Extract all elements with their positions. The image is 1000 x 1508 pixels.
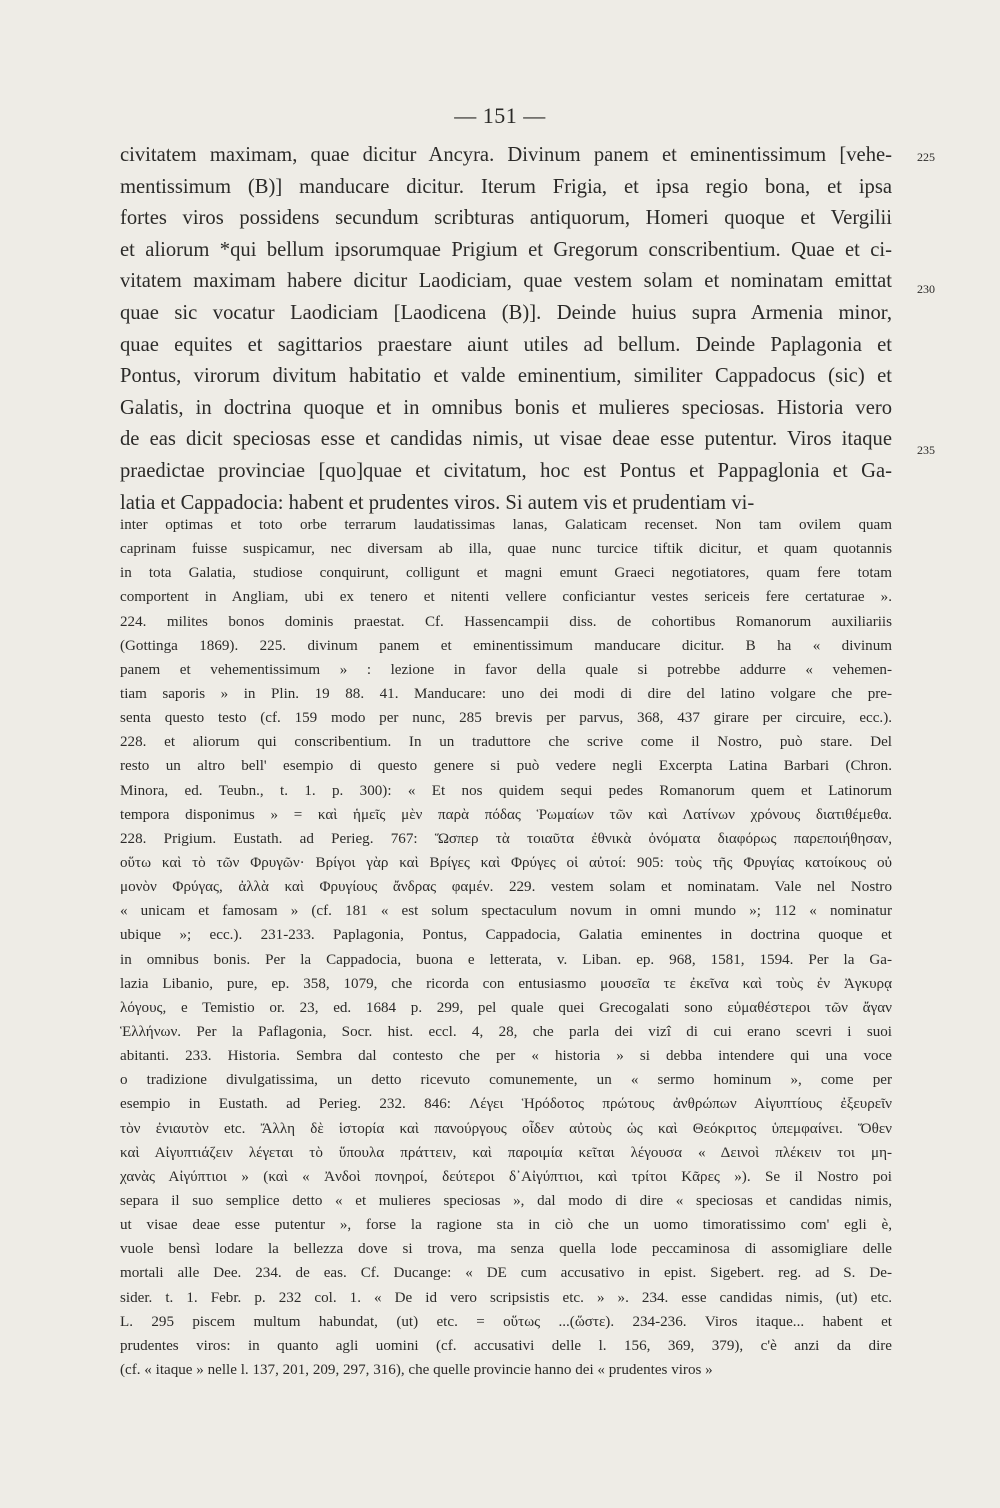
footnote-line: tempora disponimus » = καὶ ἡμεῖς μὲν παρὰ πόδας Ῥωμαίων τῶν καὶ Λατίνων χρόνους διατιθέμεθα. — [120, 806, 892, 823]
footnote-line: Ἑλλήνων. Per la Paflagonia, Socr. hist. eccl. 4, 28, che parla dei vizî di cui erano scevri i suoi — [120, 1023, 892, 1040]
footnote-line: vuole bensì lodare la bellezza dove si trova, ma senza quella lode peccaminosa di assomigliare delle — [120, 1241, 892, 1258]
footnote-line: 224. milites bonos dominis praestat. Cf. Hassencampii diss. de cohortibus Romanorum auxiliariis — [120, 613, 892, 630]
footnote-line: τὸν ἐνιαυτὸν etc. Ἄλλη δὲ ἱστορία καὶ πανούργους οἶδεν αὐτοὺς ὡς καὶ Θεόκριτος ὑπεμφαίνει. Ὅθεν — [120, 1120, 892, 1137]
main-text-line: latia et Cappadocia: habent et prudentes viros. Si autem vis et prudentiam vi- — [120, 491, 755, 514]
line-number-230: 230 — [917, 282, 935, 296]
footnotes-block — [120, 513, 892, 1382]
footnote-line: in tota Galatia, studiose conquirunt, colligunt et magni emunt Graeci negotiatores, quam fere totam — [120, 565, 892, 582]
footnote-line: (cf. « itaque » nelle l. 137, 201, 209, 297, 316), che quelle provincie hanno dei « prudentes viros » — [120, 1361, 713, 1378]
main-text-block — [120, 140, 892, 519]
footnote-line: ubique »; ecc.). 231-233. Paplagonia, Pontus, Cappadocia, Galatia eminentes in doctrina quoque et — [120, 927, 892, 944]
footnote-line: L. 295 piscem multum habundat, (ut) etc. = οὕτως ...(ὥστε). 234-236. Viros itaque... habent et — [120, 1313, 892, 1330]
footnote-line: abitanti. 233. Historia. Sembra dal contesto che per « historia » si debba intendere qui una voce — [120, 1048, 892, 1065]
footnote-line: ut visae deae esse putentur », forse la ragione sta in ciò che un uomo timoratissimo com' egli è, — [120, 1217, 892, 1234]
main-text-line: fortes viros possidens secundum scribturas antiquorum, Homeri quoque et Vergilii — [120, 207, 892, 230]
footnote-line: χανὰς Αἰγύπτιοι » (καὶ « Ἀνδοὶ πονηροί, δεύτεροι δ᾽Αἰγύπτιοι, καὶ τρίτοι Κᾶρες »). Se il Nostro poi — [120, 1168, 892, 1185]
footnote-line: panem et vehementissimum » : lezione in favor della quale si potrebbe addurre « vehemen- — [120, 661, 892, 678]
footnote-line: resto un altro bell' esempio di questo genere si può vedere negli Excerpta Latina Barbari (Chron. — [120, 758, 892, 775]
footnote-line: prudentes viros: in quanto agli uomini (cf. accusativi delle l. 156, 369, 379), c'è anzi da dire — [120, 1337, 892, 1354]
page-number: — 151 — — [454, 103, 546, 128]
main-text-line: quae equites et sagittarios praestare aiunt utiles ad bellum. Deinde Paplagonia et — [120, 333, 892, 356]
footnote-line: μονὸν Φρύγας, ἀλλὰ καὶ Φρυγίους ἄνδρας φαμέν. 229. vestem solam et nominatam. Vale nel Nostro — [120, 879, 892, 896]
line-number-235: 235 — [917, 443, 935, 457]
main-text-line: mentissimum (B)] manducare dicitur. Iterum Frigia, et ipsa regio bona, et ipsa — [120, 175, 892, 198]
footnote-line: mortali alle Dee. 234. de eas. Cf. Ducange: « DE cum accusativo in epist. Sigebert. reg. ad S. De- — [120, 1265, 892, 1282]
footnote-line: o tradizione divulgatissima, un detto ricevuto comunemente, un « sermo hominum », come per — [120, 1072, 892, 1089]
footnote-line: καὶ Αἰγυπτιάζειν λέγεται τὸ ὕπουλα πράττειν, καὶ παροιμία κεῖται λέγουσα « Δεινοὶ πλέκειν τοι μη- — [120, 1144, 892, 1161]
main-text-line: Pontus, virorum divitum habitatio et valde eminentium, similiter Cappadocus (sic) et — [120, 365, 892, 388]
main-text-line: Galatis, in doctrina quoque et in omnibus bonis et mulieres speciosas. Historia vero — [120, 396, 892, 419]
footnote-line: Minora, ed. Teubn., t. 1. p. 300): « Et nos quidem sequi pedes Romanorum quem et Latinorum — [120, 782, 892, 799]
footnote-line: inter optimas et toto orbe terrarum laudatissimas lanas, Galaticam recenset. Non tam ovilem quam — [120, 517, 892, 533]
footnote-line: (Gottinga 1869). 225. divinum panem et eminentissimum manducare dicitur. B ha « divinum — [120, 637, 892, 654]
footnote-line: οὕτω καὶ τὸ τῶν Φρυγῶν· Βρίγοι γὰρ καὶ Βρίγες καὶ Φρύγες οἱ αὐτοί: 905: τοὺς τῆς Φρυγίας κατοίκους οὐ — [120, 854, 892, 871]
footnote-line: separa il suo semplice detto « et mulieres speciosas », dal modo di dire « speciosas et candidas nimis, — [120, 1192, 892, 1209]
footnote-line: 228. Prigium. Eustath. ad Perieg. 767: Ὥσπερ τὰ τοιαῦτα ἐθνικὰ ὀνόματα διαφόρως παρεποιήθησαν, — [120, 830, 892, 847]
footnote-line: λόγους, e Temistio or. 23, ed. 1684 p. 299, pel quale quei Grecogalati sono εὐμαθέστεροι τῶν ἄγαν — [120, 999, 892, 1016]
main-text-line: et aliorum *qui bellum ipsorumquae Prigium et Gregorum conscribentium. Quae et ci- — [120, 238, 892, 261]
footnote-line: esempio in Eustath. ad Perieg. 232. 846: Λέγει Ἡρόδοτος πρώτους ἀνθρώπων Αἰγυπτίους ἐξευρεῖν — [120, 1096, 892, 1113]
main-text-line: civitatem maximam, quae dicitur Ancyra. Divinum panem et eminentissimum [vehe- — [120, 144, 892, 166]
footnote-line: caprinam fuisse suspicamur, nec diversam ab illa, quae nunc turcice tiftik dicitur, et quam quotannis — [120, 541, 892, 558]
main-text-line: de eas dicit speciosas esse et candidas nimis, ut visae deae esse putentur. Viros itaque — [120, 428, 892, 451]
main-text-line: vitatem maximam habere dicitur Laodiciam, quae vestem solam et nominatam emittat — [120, 270, 892, 293]
footnote-line: senta questo testo (cf. 159 modo per nunc, 285 brevis per parvus, 368, 437 girare per circuire, ecc.). — [120, 710, 892, 727]
main-text-line: quae sic vocatur Laodiciam [Laodicena (B)]. Deinde huius supra Armenia minor, — [120, 301, 892, 324]
line-number-225: 225 — [917, 150, 935, 164]
footnote-line: tiam saporis » in Plin. 19 88. 41. Manducare: uno dei modi di dire del latino volgare che pre- — [120, 685, 892, 702]
footnote-line: « unicam et famosam » (cf. 181 « est solum spectaculum novum in omni mundo »; 112 « nominatur — [120, 903, 892, 920]
footnote-line: lazia Libanio, pure, ep. 358, 1079, che ricorda con entusiasmo μουσεῖα τε ἐκεῖνα καὶ τοὺς ἐν Ἀγκυρᾳ — [120, 975, 892, 992]
footnote-line: in omnibus bonis. Per la Cappadocia, buona e letterata, v. Liban. ep. 968, 1581, 1594. Per la Ga- — [120, 951, 892, 968]
footnote-line: sider. t. 1. Febr. p. 232 col. 1. « De id vero scripsistis etc. » ». 234. esse candidas nimis, (ut) etc. — [120, 1289, 892, 1306]
footnote-line: comportent in Angliam, ubi ex tenero et nitenti vellere conficiantur vestes sericeis fere certaturae ». — [120, 589, 892, 606]
footnote-line: 228. et aliorum qui conscribentium. In un traduttore che scrive come il Nostro, può stare. Del — [120, 734, 892, 751]
main-text-line: praedictae provinciae [quo]quae et civitatum, hoc est Pontus et Pappaglonia et Ga- — [120, 459, 892, 482]
